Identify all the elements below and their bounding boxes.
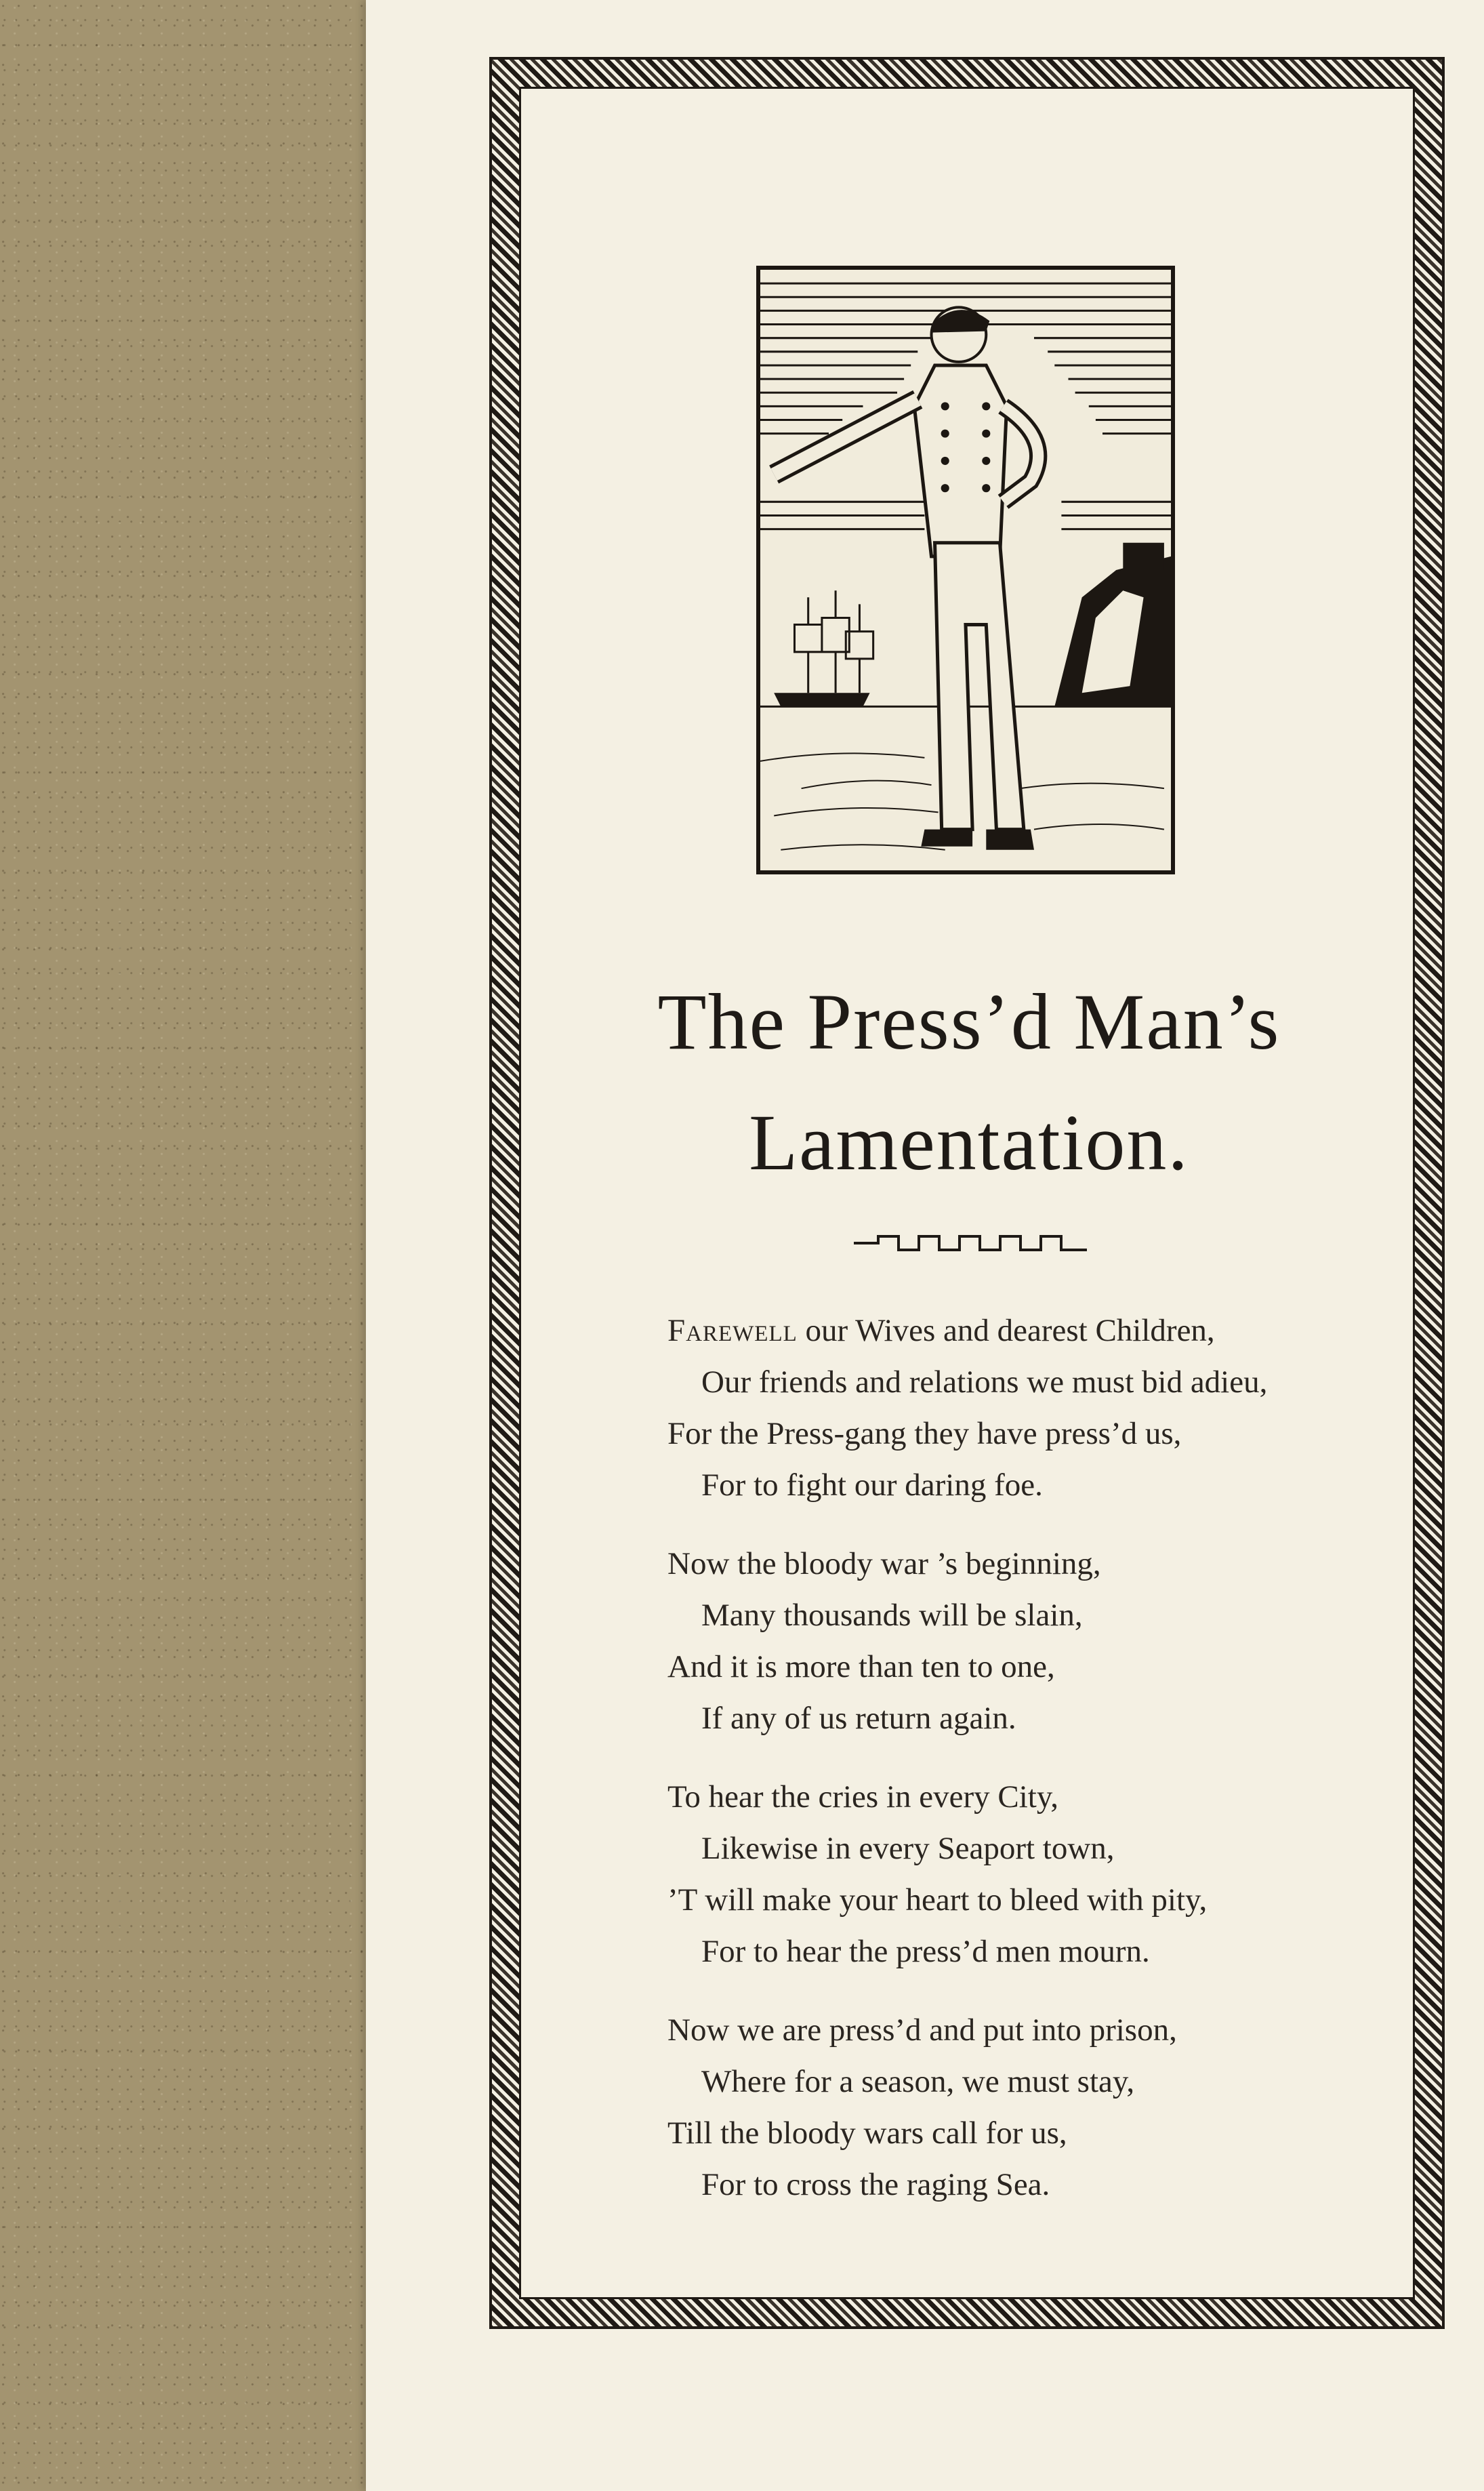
poem-verses (667, 1305, 1379, 2237)
verse-line: For to hear the press’d men mourn. (701, 1934, 1150, 1969)
verse-line: ’T will make your heart to bleed with pity, (667, 1882, 1208, 1918)
verse-line: Likewise in every Seaport town, (701, 1831, 1115, 1866)
stanza-1 (667, 1305, 1379, 1511)
verse-line: Till the bloody wars call for us, (667, 2115, 1067, 2151)
verse-line: For the Press-gang they have press’d us, (667, 1416, 1182, 1451)
poem-title-line-2: Lamentation. (749, 1098, 1189, 1187)
verse-line: Now we are press’d and put into prison, (667, 2012, 1177, 2048)
cardboard-backing (0, 0, 369, 2491)
verse-line: For to cross the raging Sea. (701, 2167, 1050, 2202)
verse-line: Many thousands will be slain, (701, 1598, 1083, 1633)
verse-line (667, 1305, 1379, 1356)
stanza-2 (667, 1538, 1379, 1744)
stanza-3 (667, 1771, 1379, 1977)
verse-line: Now the bloody war ’s beginning, (667, 1546, 1101, 1581)
stanza-4 (667, 2004, 1379, 2210)
verse-line-rest: our Wives and dearest Children, (797, 1313, 1215, 1348)
drop-word: Farewell (667, 1313, 798, 1348)
verse-line: For to fight our daring foe. (701, 1467, 1043, 1503)
verse-line: Where for a season, we must stay, (701, 2064, 1135, 2099)
verse-line: To hear the cries in every City, (667, 1779, 1059, 1815)
verse-line: Our friends and relations we must bid adieu, (701, 1364, 1268, 1400)
verse-line: And it is more than ten to one, (667, 1649, 1055, 1684)
verse-line: If any of us return again. (701, 1701, 1016, 1736)
sailor-woodcut-svg (760, 270, 1171, 870)
sailor-woodcut-illustration (756, 266, 1175, 874)
title-divider-ornament (851, 1232, 1090, 1254)
poem-title-line-1: The Press’d Man’s (657, 977, 1281, 1066)
